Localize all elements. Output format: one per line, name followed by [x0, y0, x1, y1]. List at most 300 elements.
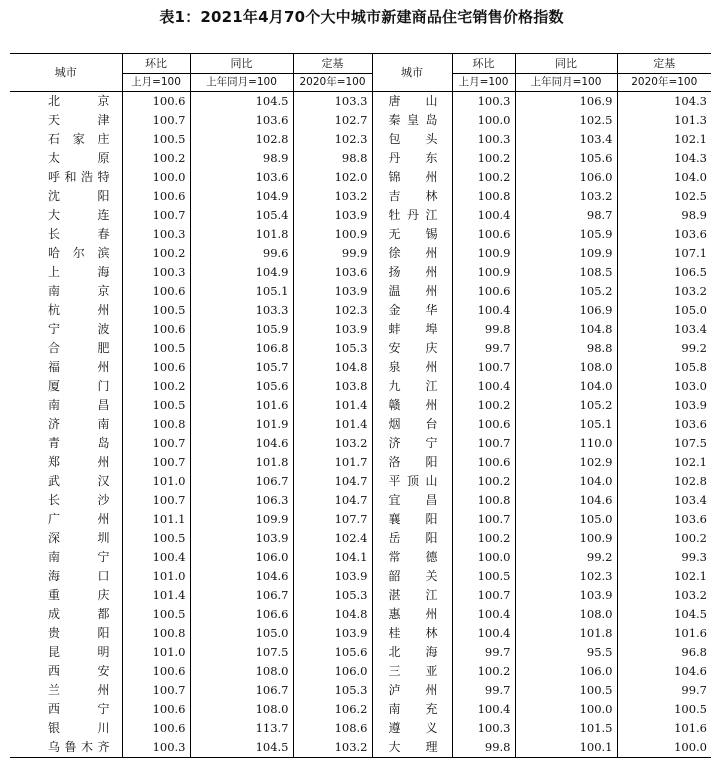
mom-value-right: 100.2 [452, 149, 515, 168]
mom-value-right: 100.2 [452, 472, 515, 491]
base-base-right: 2020年=100 [617, 74, 711, 92]
yoy-value-right: 100.0 [515, 700, 617, 719]
table-row [10, 681, 711, 700]
table-row [10, 149, 711, 168]
base-value-right: 103.2 [617, 282, 711, 301]
table-row [10, 719, 711, 738]
base-value-right: 103.4 [617, 320, 711, 339]
city-name-right: 烟台 [372, 415, 452, 434]
city-name-left: 宁波 [48, 322, 110, 336]
mom-value-right: 100.0 [452, 111, 515, 130]
city-name-left: 天津 [48, 113, 110, 127]
yoy-value-right: 98.7 [515, 206, 617, 225]
mom-value-right: 99.7 [452, 339, 515, 358]
city-name-left: 合肥 [48, 341, 110, 355]
base-value-left: 104.1 [293, 548, 372, 567]
table-title: 表1：2021年4月70个大中城市新建商品住宅销售价格指数 [159, 8, 564, 26]
yoy-value-left: 106.8 [190, 339, 293, 358]
city-name-right: 济宁 [372, 434, 452, 453]
city-name-left: 南昌 [48, 398, 110, 412]
city-name-right: 平顶山 [372, 472, 452, 491]
yoy-value-right: 106.0 [515, 168, 617, 187]
yoy-value-right: 105.2 [515, 396, 617, 415]
city-name-right: 襄阳 [372, 510, 452, 529]
yoy-value-left: 104.6 [190, 434, 293, 453]
city-name-right: 徐州 [372, 244, 452, 263]
city-name-right: 秦皇岛 [372, 111, 452, 130]
yoy-value-left: 104.9 [190, 263, 293, 282]
mom-value-right: 100.6 [452, 415, 515, 434]
base-value-left: 103.9 [293, 206, 372, 225]
mom-header-right: 环比 [452, 54, 515, 74]
city-name-right: 吉林 [372, 187, 452, 206]
city-name-right: 泸州 [372, 681, 452, 700]
mom-value-right: 100.2 [452, 396, 515, 415]
base-value-right: 100.5 [617, 700, 711, 719]
mom-value-left: 100.7 [122, 453, 190, 472]
city-name-left: 杭州 [48, 303, 110, 317]
mom-value-right: 100.4 [452, 700, 515, 719]
base-value-right: 103.0 [617, 377, 711, 396]
mom-value-right: 100.2 [452, 168, 515, 187]
yoy-value-right: 105.2 [515, 282, 617, 301]
mom-value-left: 101.4 [122, 586, 190, 605]
base-value-left: 105.3 [293, 586, 372, 605]
base-value-right: 99.7 [617, 681, 711, 700]
mom-value-right: 100.7 [452, 358, 515, 377]
city-name-right: 九江 [372, 377, 452, 396]
base-value-left: 103.9 [293, 624, 372, 643]
table-row [10, 320, 711, 339]
mom-value-left: 100.5 [122, 130, 190, 149]
base-value-left: 106.0 [293, 662, 372, 681]
base-value-left: 104.8 [293, 605, 372, 624]
table-row [10, 738, 711, 758]
yoy-value-right: 105.0 [515, 510, 617, 529]
city-name-left: 深圳 [48, 531, 110, 545]
mom-value-left: 100.4 [122, 548, 190, 567]
mom-value-left: 101.0 [122, 567, 190, 586]
yoy-value-left: 104.5 [190, 738, 293, 758]
city-name-left: 南宁 [48, 550, 110, 564]
city-name-left: 大连 [48, 208, 110, 222]
table-row [10, 244, 711, 263]
yoy-value-right: 100.9 [515, 529, 617, 548]
base-value-right: 96.8 [617, 643, 711, 662]
table-row [10, 263, 711, 282]
mom-value-right: 100.4 [452, 624, 515, 643]
base-value-right: 101.3 [617, 111, 711, 130]
mom-header-left: 环比 [122, 54, 190, 74]
yoy-value-right: 100.1 [515, 738, 617, 758]
base-base-left: 2020年=100 [293, 74, 372, 92]
city-name-left: 成都 [48, 607, 110, 621]
table-row [10, 415, 711, 434]
city-name-right: 无锡 [372, 225, 452, 244]
city-name-right: 蚌埠 [372, 320, 452, 339]
city-name-right: 惠州 [372, 605, 452, 624]
city-name-left: 贵阳 [48, 626, 110, 640]
city-name-right: 韶关 [372, 567, 452, 586]
mom-value-left: 100.7 [122, 681, 190, 700]
yoy-value-right: 106.9 [515, 92, 617, 112]
base-value-left: 108.6 [293, 719, 372, 738]
base-value-right: 103.2 [617, 586, 711, 605]
yoy-value-left: 105.4 [190, 206, 293, 225]
city-name-right: 丹东 [372, 149, 452, 168]
yoy-value-left: 107.5 [190, 643, 293, 662]
base-value-right: 104.5 [617, 605, 711, 624]
city-name-left: 西宁 [48, 702, 110, 716]
mom-value-right: 100.4 [452, 605, 515, 624]
mom-value-left: 100.7 [122, 434, 190, 453]
base-value-left: 101.4 [293, 396, 372, 415]
city-header-left: 城市 [10, 54, 122, 92]
base-value-left: 103.2 [293, 187, 372, 206]
base-value-left: 103.2 [293, 738, 372, 758]
mom-value-right: 99.7 [452, 681, 515, 700]
mom-value-left: 100.7 [122, 491, 190, 510]
table-row [10, 453, 711, 472]
city-name-right: 宜昌 [372, 491, 452, 510]
mom-value-left: 100.3 [122, 263, 190, 282]
yoy-value-left: 103.9 [190, 529, 293, 548]
base-value-right: 101.6 [617, 624, 711, 643]
table-row [10, 700, 711, 719]
yoy-value-left: 105.0 [190, 624, 293, 643]
yoy-value-right: 99.2 [515, 548, 617, 567]
yoy-value-left: 113.7 [190, 719, 293, 738]
city-name-left: 济南 [48, 417, 110, 431]
base-value-right: 102.8 [617, 472, 711, 491]
city-name-left: 武汉 [48, 474, 110, 488]
table-row [10, 434, 711, 453]
table-row [10, 491, 711, 510]
yoy-value-left: 108.0 [190, 662, 293, 681]
mom-value-right: 100.8 [452, 491, 515, 510]
table-row [10, 339, 711, 358]
yoy-value-right: 102.5 [515, 111, 617, 130]
yoy-value-right: 108.5 [515, 263, 617, 282]
mom-value-right: 100.7 [452, 586, 515, 605]
city-name-right: 牡丹江 [372, 206, 452, 225]
mom-value-right: 100.2 [452, 529, 515, 548]
city-name-right: 安庆 [372, 339, 452, 358]
base-value-right: 103.9 [617, 396, 711, 415]
yoy-value-right: 110.0 [515, 434, 617, 453]
city-name-left: 郑州 [48, 455, 110, 469]
table-row [10, 111, 711, 130]
base-value-left: 98.8 [293, 149, 372, 168]
base-value-left: 103.8 [293, 377, 372, 396]
mom-value-left: 100.6 [122, 358, 190, 377]
mom-value-left: 100.6 [122, 320, 190, 339]
yoy-value-left: 105.6 [190, 377, 293, 396]
table-row [10, 187, 711, 206]
table-row [10, 377, 711, 396]
city-name-left: 长沙 [48, 493, 110, 507]
base-value-left: 100.9 [293, 225, 372, 244]
mom-value-right: 100.9 [452, 244, 515, 263]
mom-value-left: 100.7 [122, 111, 190, 130]
yoy-value-left: 103.6 [190, 111, 293, 130]
table-row [10, 168, 711, 187]
base-value-right: 107.5 [617, 434, 711, 453]
mom-value-left: 100.5 [122, 396, 190, 415]
mom-value-left: 100.3 [122, 738, 190, 758]
yoy-value-left: 106.7 [190, 681, 293, 700]
yoy-value-left: 101.8 [190, 453, 293, 472]
table-row [10, 643, 711, 662]
yoy-value-left: 108.0 [190, 700, 293, 719]
base-value-right: 101.6 [617, 719, 711, 738]
mom-value-left: 100.6 [122, 92, 190, 112]
mom-value-right: 100.5 [452, 567, 515, 586]
yoy-value-right: 106.0 [515, 662, 617, 681]
yoy-value-right: 103.2 [515, 187, 617, 206]
base-value-right: 103.6 [617, 510, 711, 529]
base-value-left: 105.6 [293, 643, 372, 662]
mom-value-left: 100.5 [122, 301, 190, 320]
yoy-value-left: 101.9 [190, 415, 293, 434]
table-row [10, 605, 711, 624]
yoy-header-right: 同比 [515, 54, 617, 74]
city-name-left: 昆明 [48, 645, 110, 659]
mom-value-right: 100.0 [452, 548, 515, 567]
yoy-value-right: 103.9 [515, 586, 617, 605]
base-value-right: 103.6 [617, 415, 711, 434]
base-value-left: 105.3 [293, 339, 372, 358]
mom-value-right: 100.7 [452, 434, 515, 453]
yoy-value-right: 105.6 [515, 149, 617, 168]
yoy-value-right: 105.1 [515, 415, 617, 434]
yoy-value-right: 101.5 [515, 719, 617, 738]
city-name-right: 三亚 [372, 662, 452, 681]
yoy-value-left: 104.9 [190, 187, 293, 206]
yoy-value-left: 99.6 [190, 244, 293, 263]
table-row [10, 92, 711, 112]
mom-base-left: 上月=100 [122, 74, 190, 92]
city-header-right: 城市 [372, 54, 452, 92]
base-value-right: 103.4 [617, 491, 711, 510]
city-name-left: 哈尔滨 [48, 246, 110, 260]
table-row [10, 358, 711, 377]
mom-base-right: 上月=100 [452, 74, 515, 92]
price-index-table [10, 53, 711, 758]
mom-value-left: 100.6 [122, 282, 190, 301]
table-row [10, 206, 711, 225]
base-value-left: 103.9 [293, 282, 372, 301]
yoy-value-left: 103.6 [190, 168, 293, 187]
yoy-value-left: 101.8 [190, 225, 293, 244]
table-row [10, 529, 711, 548]
yoy-value-right: 108.0 [515, 605, 617, 624]
base-value-right: 104.6 [617, 662, 711, 681]
city-name-right: 桂林 [372, 624, 452, 643]
mom-value-right: 100.8 [452, 187, 515, 206]
city-name-left: 广州 [48, 512, 110, 526]
yoy-value-right: 101.8 [515, 624, 617, 643]
base-header-left: 定基 [293, 54, 372, 74]
table-row [10, 662, 711, 681]
base-value-left: 104.7 [293, 491, 372, 510]
yoy-value-right: 98.8 [515, 339, 617, 358]
base-value-right: 106.5 [617, 263, 711, 282]
mom-value-left: 100.2 [122, 244, 190, 263]
base-value-right: 104.3 [617, 92, 711, 112]
yoy-value-right: 102.9 [515, 453, 617, 472]
yoy-value-right: 104.8 [515, 320, 617, 339]
mom-value-right: 100.7 [452, 510, 515, 529]
base-value-left: 103.6 [293, 263, 372, 282]
base-value-right: 102.1 [617, 130, 711, 149]
yoy-value-left: 102.8 [190, 130, 293, 149]
base-value-left: 104.8 [293, 358, 372, 377]
base-value-right: 100.2 [617, 529, 711, 548]
yoy-value-left: 104.6 [190, 567, 293, 586]
mom-value-left: 100.5 [122, 529, 190, 548]
base-value-right: 98.9 [617, 206, 711, 225]
mom-value-left: 100.0 [122, 168, 190, 187]
city-name-left: 北京 [48, 94, 110, 108]
yoy-value-left: 103.3 [190, 301, 293, 320]
base-value-left: 103.9 [293, 320, 372, 339]
yoy-value-right: 104.0 [515, 377, 617, 396]
mom-value-left: 100.7 [122, 206, 190, 225]
city-name-right: 洛阳 [372, 453, 452, 472]
city-name-left: 长春 [48, 227, 110, 241]
mom-value-left: 100.6 [122, 719, 190, 738]
table-body [10, 92, 711, 758]
mom-value-right: 100.4 [452, 377, 515, 396]
city-name-left: 青岛 [48, 436, 110, 450]
yoy-value-right: 109.9 [515, 244, 617, 263]
mom-value-right: 100.3 [452, 92, 515, 112]
mom-value-left: 100.5 [122, 339, 190, 358]
base-value-right: 107.1 [617, 244, 711, 263]
table-row [10, 472, 711, 491]
city-name-right: 赣州 [372, 396, 452, 415]
city-name-left: 福州 [48, 360, 110, 374]
table-row [10, 282, 711, 301]
yoy-value-left: 106.0 [190, 548, 293, 567]
mom-value-left: 101.1 [122, 510, 190, 529]
city-name-left: 重庆 [48, 588, 110, 602]
city-name-right: 南充 [372, 700, 452, 719]
city-name-left: 太原 [48, 151, 110, 165]
yoy-value-right: 95.5 [515, 643, 617, 662]
yoy-value-right: 105.9 [515, 225, 617, 244]
base-value-right: 100.0 [617, 738, 711, 758]
base-value-left: 103.9 [293, 567, 372, 586]
yoy-header-left: 同比 [190, 54, 293, 74]
city-name-left: 乌鲁木齐 [10, 738, 122, 758]
city-name-left: 海口 [48, 569, 110, 583]
table-row [10, 567, 711, 586]
table-row [10, 396, 711, 415]
mom-value-right: 100.2 [452, 662, 515, 681]
base-value-right: 104.0 [617, 168, 711, 187]
base-value-left: 103.2 [293, 434, 372, 453]
city-name-left: 厦门 [48, 379, 110, 393]
mom-value-right: 100.6 [452, 453, 515, 472]
yoy-value-left: 105.7 [190, 358, 293, 377]
base-header-right: 定基 [617, 54, 711, 74]
mom-value-right: 100.3 [452, 719, 515, 738]
yoy-value-right: 104.0 [515, 472, 617, 491]
base-value-right: 102.5 [617, 187, 711, 206]
yoy-value-left: 101.6 [190, 396, 293, 415]
city-name-left: 南京 [48, 284, 110, 298]
base-value-right: 99.2 [617, 339, 711, 358]
city-name-right: 锦州 [372, 168, 452, 187]
base-value-right: 105.0 [617, 301, 711, 320]
city-name-right: 岳阳 [372, 529, 452, 548]
base-value-left: 102.3 [293, 130, 372, 149]
mom-value-left: 100.6 [122, 700, 190, 719]
table-row [10, 510, 711, 529]
city-name-right: 温州 [372, 282, 452, 301]
yoy-value-right: 104.6 [515, 491, 617, 510]
city-name-right: 北海 [372, 643, 452, 662]
yoy-value-left: 105.9 [190, 320, 293, 339]
city-name-right: 金华 [372, 301, 452, 320]
city-name-left: 银川 [48, 721, 110, 735]
table-row [10, 586, 711, 605]
city-name-left: 上海 [48, 265, 110, 279]
table-row [10, 548, 711, 567]
base-value-left: 102.7 [293, 111, 372, 130]
base-value-left: 102.0 [293, 168, 372, 187]
base-value-left: 102.4 [293, 529, 372, 548]
yoy-value-right: 106.9 [515, 301, 617, 320]
yoy-value-left: 106.7 [190, 586, 293, 605]
table-row [10, 225, 711, 244]
yoy-value-right: 102.3 [515, 567, 617, 586]
city-name-left: 沈阳 [48, 189, 110, 203]
base-value-left: 105.3 [293, 681, 372, 700]
base-value-right: 105.8 [617, 358, 711, 377]
mom-value-left: 100.2 [122, 149, 190, 168]
base-value-right: 102.1 [617, 453, 711, 472]
city-name-right: 泉州 [372, 358, 452, 377]
yoy-value-left: 109.9 [190, 510, 293, 529]
yoy-value-left: 104.5 [190, 92, 293, 112]
city-name-left: 呼和浩特 [48, 170, 110, 184]
mom-value-left: 100.8 [122, 624, 190, 643]
base-value-left: 101.7 [293, 453, 372, 472]
yoy-value-right: 100.5 [515, 681, 617, 700]
base-value-right: 102.1 [617, 567, 711, 586]
mom-value-left: 100.2 [122, 377, 190, 396]
city-name-left: 西安 [48, 664, 110, 678]
yoy-value-left: 106.3 [190, 491, 293, 510]
city-name-right: 包头 [372, 130, 452, 149]
mom-value-left: 100.6 [122, 187, 190, 206]
yoy-base-right: 上年同月=100 [515, 74, 617, 92]
city-name-right: 唐山 [372, 92, 452, 112]
table-row [10, 130, 711, 149]
base-value-right: 104.3 [617, 149, 711, 168]
city-name-right: 湛江 [372, 586, 452, 605]
base-value-left: 106.2 [293, 700, 372, 719]
table-row [10, 301, 711, 320]
yoy-value-left: 106.7 [190, 472, 293, 491]
base-value-left: 101.4 [293, 415, 372, 434]
city-name-left: 兰州 [48, 683, 110, 697]
yoy-value-right: 103.4 [515, 130, 617, 149]
mom-value-left: 100.5 [122, 605, 190, 624]
